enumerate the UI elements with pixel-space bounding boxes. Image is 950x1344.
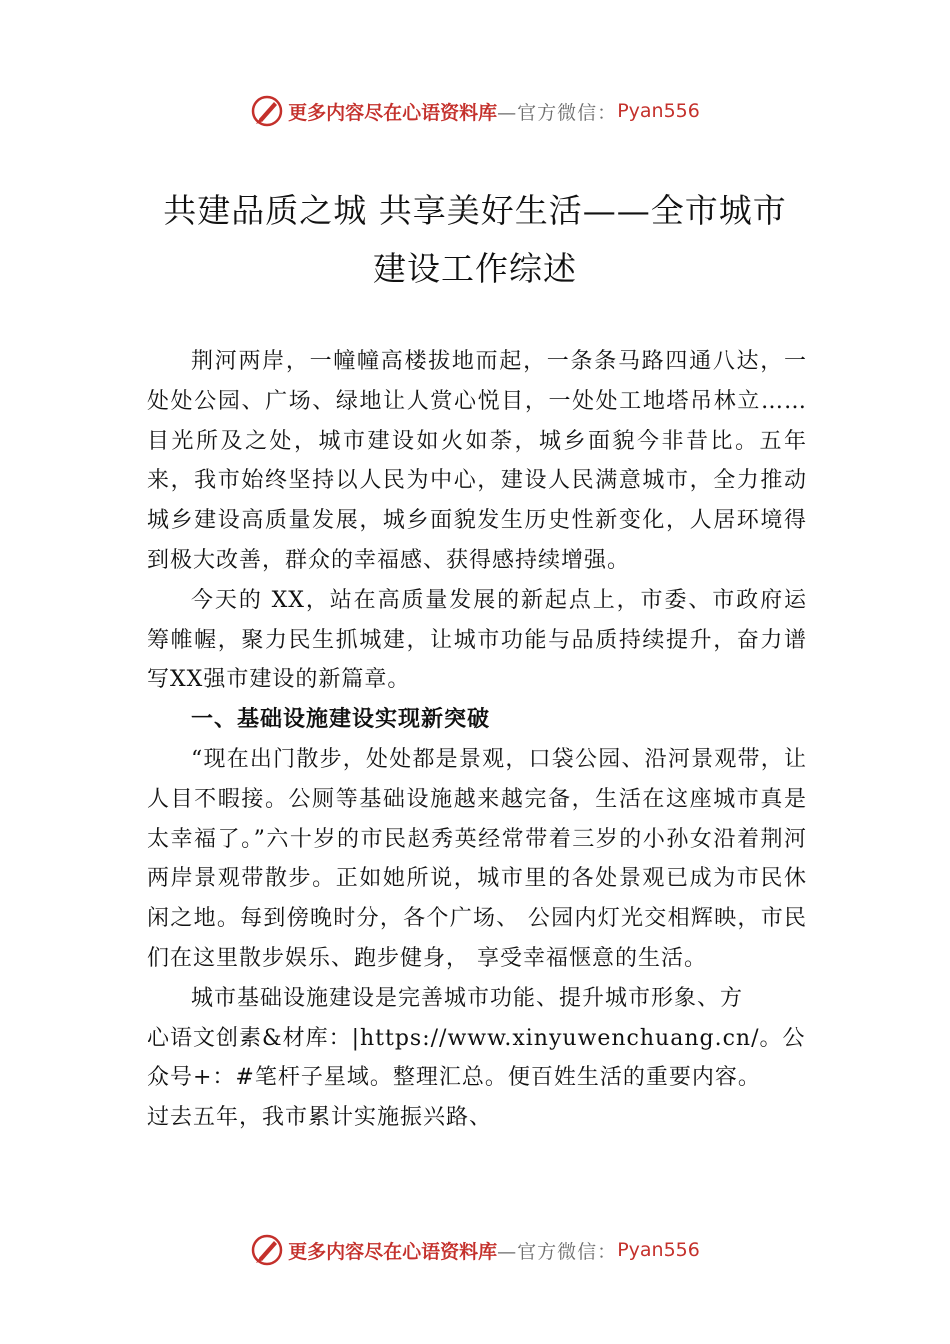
paragraph-2: 今天的 XX，站在高质量发展的新起点上，市委、市政府运筹帷幄，聚力民生抓城建，让城市功能与品质持续提升，奋力谱写XX强市建设的新篇章。 — [147, 587, 807, 693]
article-title — [100, 182, 850, 298]
paragraph-4-line-3: 众号+：#笔杆子星域。整理汇总。便百姓生活的重要内容。 — [147, 1065, 761, 1091]
banner-wechat-label: —官方微信： — [497, 101, 618, 124]
pen-logo-icon — [250, 1233, 284, 1267]
pen-logo-icon — [250, 94, 284, 128]
footer-banner — [0, 1233, 950, 1267]
title-line-2: 建设工作综述 — [373, 249, 577, 288]
article-body — [147, 342, 807, 1138]
paragraph-4-line-1: 城市基础设施建设是完善城市功能、提升城市形象、方 — [191, 985, 744, 1011]
banner-main-text: 更多内容尽在心语资料库 — [288, 101, 498, 124]
title-line-1: 共建品质之城 共享美好生活——全市城市 — [163, 191, 787, 230]
paragraph-4-line-4: 过去五年，我市累计实施振兴路、 — [147, 1105, 493, 1131]
paragraph-3: “现在出门散步，处处都是景观，口袋公园、沿河景观带，让人目不暇接。公厕等基础设施越来越完备，生活在这座城市真是太幸福了。”六十岁的市民赵秀英经常带着三岁的小孙女沿着荆河两岸景观带散步。正如她所说，城市里的各处景观已成为市民休闲之地。每到傍晚时分，各个广场、 公园内灯光交相辉映，市民们在这里散步娱乐、跑步健身， 享受幸福惬意的生活。 — [147, 746, 807, 971]
paragraph-1: 荆河两岸，一幢幢高楼拔地而起，一条条马路四通八达，一处处公园、广场、绿地让人赏心悦目，一处处工地塔吊林立……目光所及之处，城市建设如火如荼，城乡面貌今非昔比。五年来，我市始终坚持以人民为中心，建设人民满意城市，全力推动城乡建设高质量发展，城乡面貌发生历史性新变化，人居环境得到极大改善，群众的幸福感、获得感持续增强。 — [147, 349, 807, 573]
header-banner — [0, 94, 950, 128]
section-heading-1: 一、基础设施建设实现新突破 — [191, 707, 491, 733]
banner-wechat-label: —官方微信： — [497, 1240, 618, 1263]
paragraph-4-line-2: 心语文创素&材库：|https://www.xinyuwenchuang.cn/。公 — [147, 1025, 806, 1051]
banner-wechat-id: Pyan556 — [617, 100, 700, 122]
banner-main-text: 更多内容尽在心语资料库 — [288, 1240, 498, 1263]
banner-wechat-id: Pyan556 — [617, 1239, 700, 1261]
